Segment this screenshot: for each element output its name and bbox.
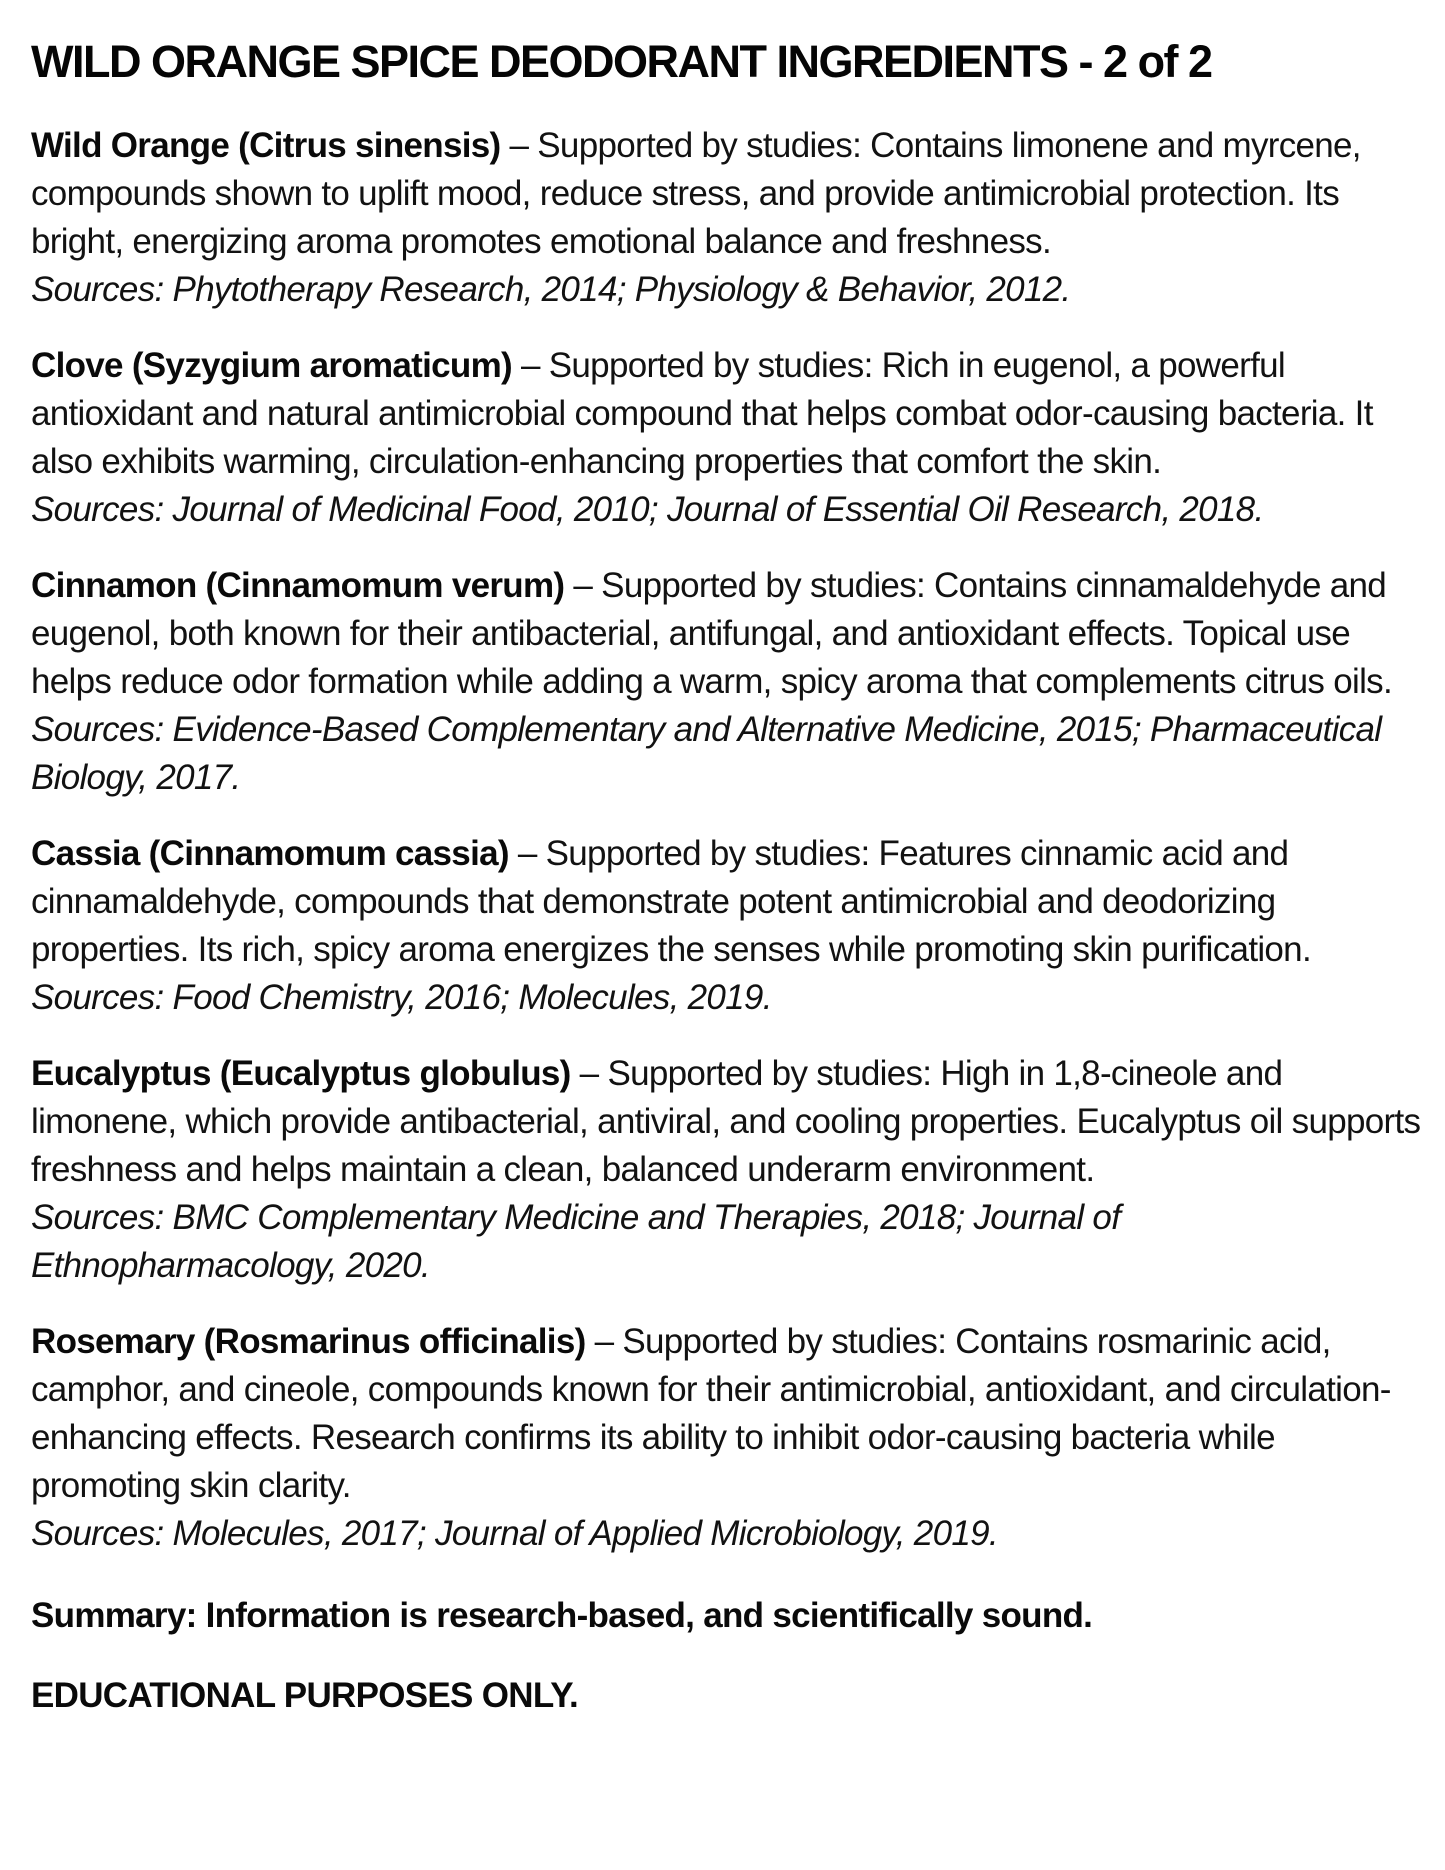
- ingredient-description: – Supported by studies: Rich in eugenol, a powerful antioxidant and natural antimicrobial compound that helps combat odor-causing bacteria. It also exhibits warming, circulation-enhancing properties that comfort the skin.: [31, 345, 1373, 481]
- disclaimer-text: EDUCATIONAL PURPOSES ONLY.: [31, 1675, 579, 1715]
- ingredient-sources: Sources: Molecules, 2017; Journal of Applied Microbiology, 2019.: [31, 1513, 998, 1553]
- ingredient-entry-eucalyptus: [31, 1050, 1421, 1290]
- ingredient-description: – Supported by studies: Contains limonene and myrcene, compounds shown to uplift mood, reduce stress, and provide antimicrobial protection. Its bright, energizing aroma promotes emotional balance and freshness.: [31, 125, 1361, 261]
- ingredient-sources: Sources: Evidence-Based Complementary and Alternative Medicine, 2015; Pharmaceutical Biology, 2017.: [31, 709, 1382, 797]
- ingredient-sources: Sources: BMC Complementary Medicine and Therapies, 2018; Journal of Ethnopharmacology, 2020.: [31, 1197, 1121, 1285]
- ingredient-entry-clove: [31, 342, 1421, 534]
- ingredient-description: – Supported by studies: Features cinnamic acid and cinnamaldehyde, compounds that demonstrate potent antimicrobial and deodorizing properties. Its rich, spicy aroma energizes the senses while promoting skin purification.: [31, 833, 1311, 969]
- ingredient-name: Cinnamon (Cinnamomum verum): [31, 565, 565, 605]
- ingredient-description: – Supported by studies: Contains rosmarinic acid, camphor, and cineole, compounds known for their antimicrobial, antioxidant, and circulation-enhancing effects. Research confirms its ability to inhibit odor-causing bacteria while promoting skin clarity.: [31, 1321, 1391, 1505]
- ingredient-name: Eucalyptus (Eucalyptus globulus): [31, 1053, 571, 1093]
- ingredient-name: Clove (Syzygium aromaticum): [31, 345, 512, 385]
- ingredient-entry-wild-orange: [31, 122, 1421, 314]
- summary-text: Summary: Information is research-based, and scientifically sound.: [31, 1595, 1093, 1635]
- ingredient-entry-rosemary: [31, 1318, 1421, 1558]
- ingredient-sources: Sources: Food Chemistry, 2016; Molecules, 2019.: [31, 977, 772, 1017]
- ingredient-entry-cinnamon: [31, 562, 1421, 802]
- ingredient-name: Cassia (Cinnamomum cassia): [31, 833, 509, 873]
- ingredient-name: Wild Orange (Citrus sinensis): [31, 125, 501, 165]
- ingredient-sources: Sources: Phytotherapy Research, 2014; Physiology & Behavior, 2012.: [31, 269, 1071, 309]
- ingredient-name: Rosemary (Rosmarinus officinalis): [31, 1321, 586, 1361]
- ingredient-description: – Supported by studies: High in 1,8-cineole and limonene, which provide antibacterial, antiviral, and cooling properties. Eucalyptus oil supports freshness and helps maintain a clean, balanced underarm environment.: [31, 1053, 1421, 1189]
- page-title: WILD ORANGE SPICE DEODORANT INGREDIENTS - 2 of 2: [31, 36, 1212, 87]
- ingredient-entry-cassia: [31, 830, 1421, 1022]
- ingredient-description: – Supported by studies: Contains cinnamaldehyde and eugenol, both known for their antibacterial, antifungal, and antioxidant effects. Topical use helps reduce odor formation while adding a warm, spicy aroma that complements citrus oils.: [31, 565, 1392, 701]
- ingredient-sources: Sources: Journal of Medicinal Food, 2010; Journal of Essential Oil Research, 2018.: [31, 489, 1264, 529]
